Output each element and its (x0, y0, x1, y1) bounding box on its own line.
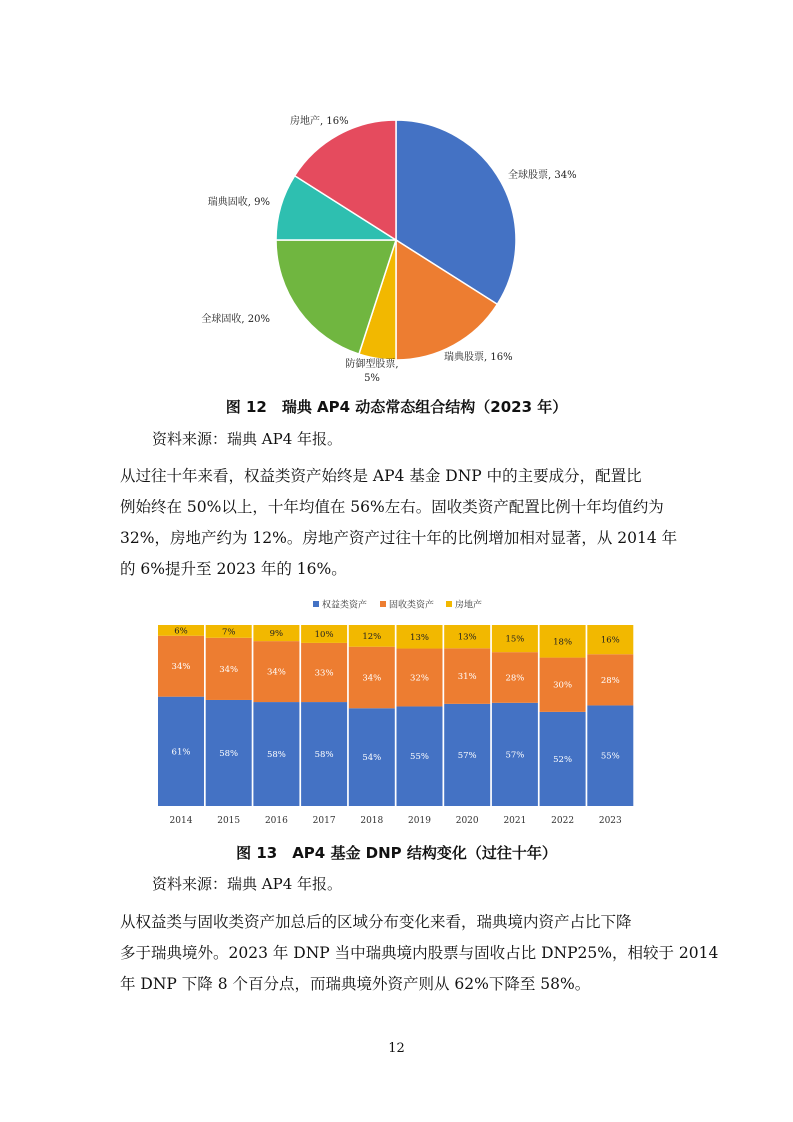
x-tick-label: 2017 (312, 816, 336, 826)
bar-data-label: 13% (457, 632, 477, 643)
x-tick-label: 2014 (169, 816, 193, 826)
x-tick-label: 2018 (360, 816, 384, 826)
bar-data-label: 13% (410, 632, 429, 643)
x-tick-label: 2023 (598, 816, 622, 826)
bar-data-label: 34% (219, 664, 239, 675)
bar-data-label: 30% (553, 680, 573, 691)
x-tick-label: 2021 (503, 816, 527, 826)
legend-swatch (380, 601, 386, 607)
bar-data-label: 58% (266, 750, 286, 761)
x-tick-label: 2020 (455, 816, 479, 826)
figure-13-caption: 图 13 AP4 基金 DNP 结构变化（过往十年） (236, 844, 557, 862)
x-tick-label: 2022 (551, 816, 575, 826)
bar-data-label: 58% (314, 750, 334, 761)
paragraph-1-line: 从过往十年来看，权益类资产始终是 AP4 基金 DNP 中的主要成分，配置比 (120, 467, 642, 485)
pie-data-label: 房地产, 16% (290, 116, 349, 127)
figure-13-source: 资料来源：瑞典 AP4 年报。 (152, 875, 343, 893)
legend-swatch (313, 601, 319, 607)
bar-data-label: 15% (505, 634, 525, 645)
paragraph-2-line: 多于瑞典境外。2023 年 DNP 当中瑞典境内股票与固收占比 DNP25%，相较于 2014 (120, 944, 719, 962)
x-tick-label: 2019 (408, 816, 431, 826)
bar-data-label: 12% (362, 631, 382, 642)
bar-data-label: 31% (457, 672, 477, 683)
legend-entry: 房地产 (455, 600, 483, 611)
bar-data-label: 18% (553, 637, 573, 648)
x-tick-label: 2016 (264, 816, 288, 826)
bar-data-label: 6% (174, 626, 188, 637)
paragraph-2-line: 年 DNP 下降 8 个百分点，而瑞典境外资产则从 62%下降至 58%。 (120, 975, 591, 993)
bar-data-label: 61% (171, 747, 191, 758)
bar-data-label: 55% (600, 751, 620, 762)
bar-data-label: 28% (505, 673, 525, 684)
bar-data-label: 28% (600, 675, 620, 686)
bar-data-label: 33% (314, 668, 334, 679)
paragraph-1-line: 的 6%提升至 2023 年的 16%。 (120, 560, 347, 578)
pie-data-label: 瑞典固收, 9% (207, 197, 270, 208)
bar-data-label: 34% (266, 667, 286, 678)
paragraph-1-line: 例始终在 50%以上，十年均值在 56%左右。固收类资产配置比例十年均值约为 (120, 498, 664, 516)
bar-data-label: 34% (171, 662, 191, 673)
bar-data-label: 57% (457, 750, 477, 761)
pie-data-label: 全球固收, 20% (201, 314, 270, 325)
bar-data-label: 54% (362, 753, 382, 764)
bar-data-label: 10% (314, 629, 334, 640)
pie-chart (190, 100, 610, 390)
pie-data-label: 防御型股票, 5% (345, 359, 399, 384)
stacked-bar-chart (150, 592, 645, 832)
paragraph-1-line: 32%，房地产约为 12%。房地产资产过往十年的比例增加相对显著，从 2014 年 (120, 529, 678, 547)
bar-data-label: 55% (410, 752, 429, 763)
figure-12-caption: 图 12 瑞典 AP4 动态常态组合结构（2023 年） (225, 398, 568, 416)
paragraph-2 (120, 907, 719, 1000)
bar-data-label: 7% (221, 627, 236, 638)
pie-data-label: 全球股票, 34% (508, 170, 577, 181)
x-tick-label: 2015 (217, 816, 241, 826)
bar-data-label: 34% (362, 673, 382, 684)
bar-data-label: 52% (553, 754, 573, 765)
legend-swatch (446, 601, 452, 607)
paragraph-2-line: 从权益类与固收类资产加总后的区域分布变化来看，瑞典境内资产占比下降 (120, 913, 632, 931)
paragraph-1 (120, 461, 676, 585)
legend-entry: 固收类资产 (389, 600, 435, 611)
bar-data-label: 57% (505, 750, 525, 761)
page-number: 12 (388, 1041, 405, 1056)
bar-data-label: 58% (219, 748, 239, 759)
bar-data-label: 9% (269, 629, 284, 640)
bar-data-label: 32% (410, 673, 429, 684)
bar-data-label: 16% (600, 635, 620, 646)
pie-data-label: 瑞典股票, 16% (444, 352, 513, 363)
figure-12-source: 资料来源：瑞典 AP4 年报。 (152, 430, 343, 448)
legend-entry: 权益类资产 (322, 600, 368, 611)
